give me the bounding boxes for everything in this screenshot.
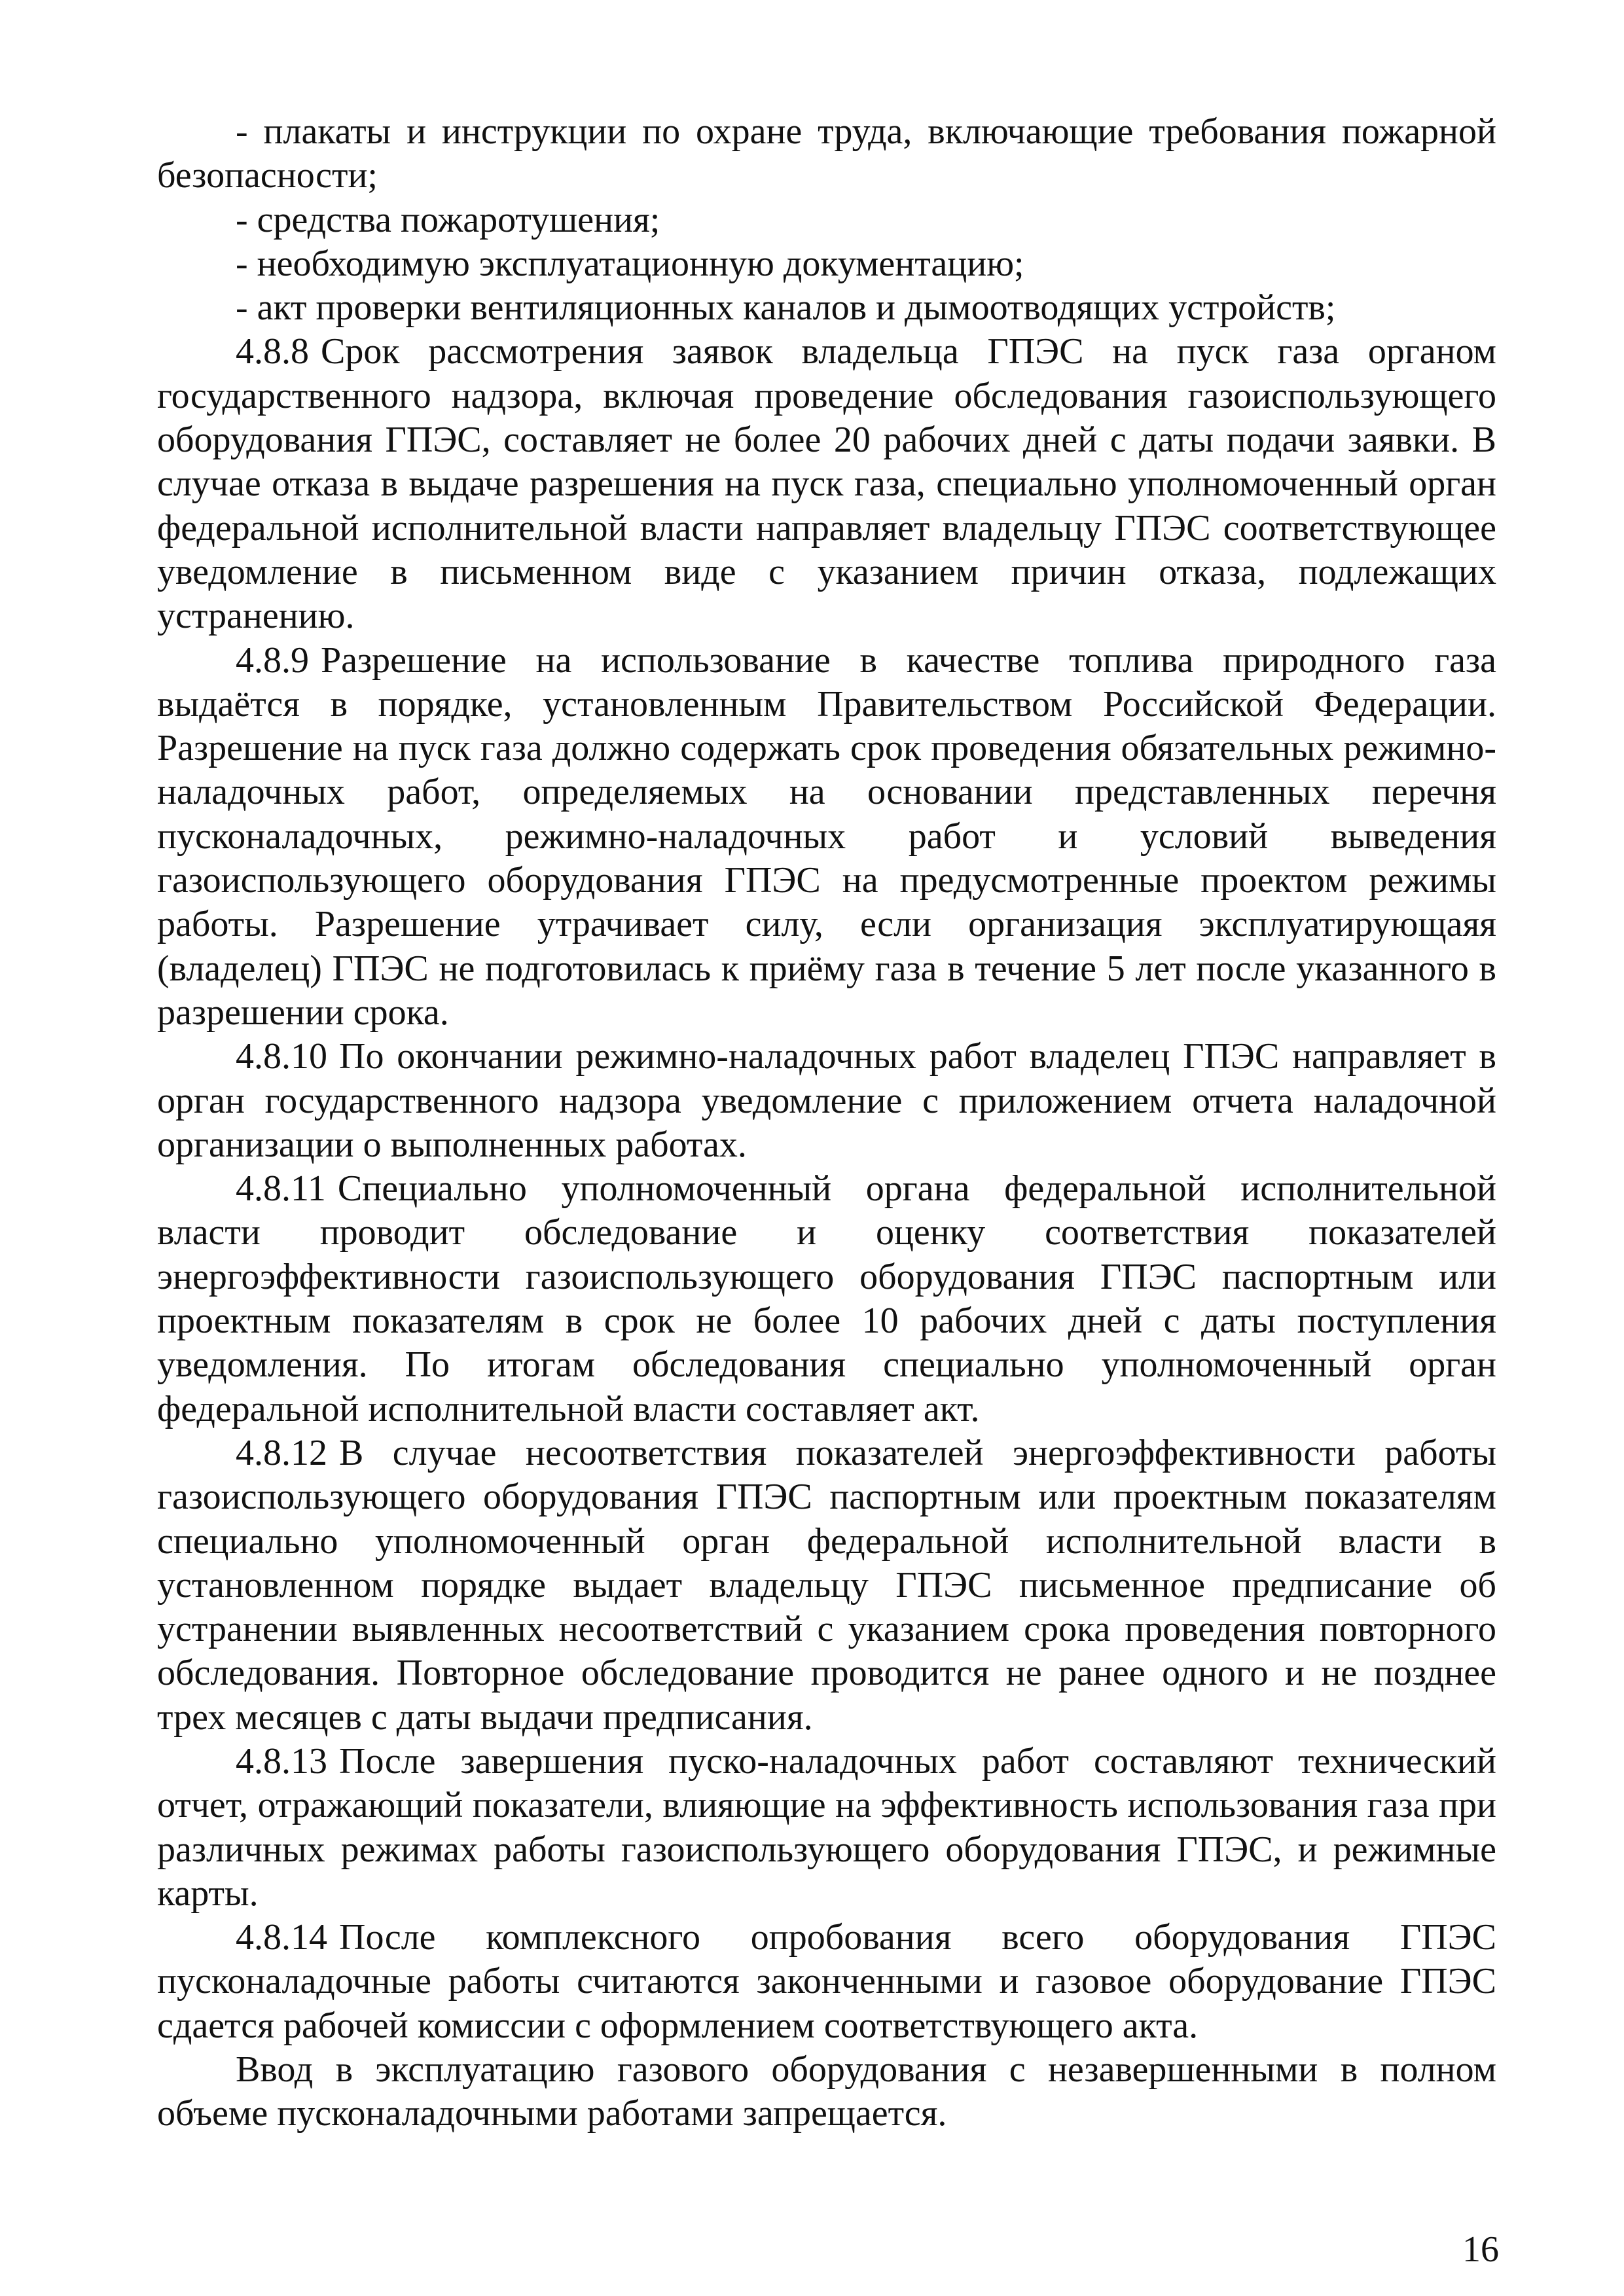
paragraph-text: После комплексного опробования всего оборудования ГПЭС пусконаладочные работы считаются законченными и газовое оборудование ГПЭС сдается рабочей комиссии с оформлением соответствующего акта. [157, 1917, 1496, 2046]
paragraph-text: Специально уполномоченный органа федеральной исполнительной власти проводит обследование и оценку соответствия показателей энергоэффективности газоиспользующего оборудования ГПЭС паспортным или проектным показателям в срок не более 10 рабочих дней с даты поступления уведомления. По итогам обследования специально уполномоченный орган федеральной исполнительной власти составляет акт. [157, 1168, 1496, 1429]
list-item-fire-extinguishers: - средства пожаротушения; [236, 199, 660, 240]
list-item-ventilation-act: - акт проверки вентиляционных каналов и дымоотводящих устройств; [236, 287, 1336, 329]
paragraph-text: В случае несоответствия показателей энергоэффективности работы газоиспользующего оборудования ГПЭС паспортным или проектным показателям специально уполномоченный орган федеральной исполнительной власти в установленном порядке выдает владельцу ГПЭС письменное предписание об устранении выявленных несоответствий с указанием срока проведения повторного обследования. Повторное обследование проводится не ранее одного и не позднее трех месяцев с даты выдачи предписания. [157, 1432, 1496, 1738]
paragraph-number: 4.8.9 [236, 639, 309, 681]
paragraph-number: 4.8.13 [236, 1740, 327, 1782]
paragraph-text: После завершения пуско-наладочных работ составляют технический отчет, отражающий показатели, влияющие на эффективность использования газа при различных режимах работы газоиспользующего оборудования ГПЭС, и режимные карты. [157, 1740, 1496, 1914]
paragraph-4-8-10 [157, 1035, 1496, 1167]
paragraph-4-8-12 [157, 1431, 1496, 1740]
paragraph-number: 4.8.14 [236, 1917, 327, 1958]
paragraph-4-8-13 [157, 1740, 1496, 1916]
paragraph-number: 4.8.8 [236, 331, 309, 372]
list-item-documentation: - необходимую эксплуатационную документацию; [236, 243, 1024, 284]
paragraph-4-8-8 [157, 330, 1496, 638]
page-body [157, 110, 1496, 2136]
paragraph-number: 4.8.11 [236, 1168, 326, 1210]
paragraph-text: По окончании режимно-наладочных работ владелец ГПЭС направляет в орган государственного надзора уведомление с приложением отчета наладочной организации о выполненных работах. [157, 1036, 1496, 1165]
paragraph-4-8-14 [157, 1916, 1496, 2048]
page-number: 16 [1462, 2229, 1499, 2270]
paragraph-text: Разрешение на использование в качестве топлива природного газа выдаётся в порядке, установленным Правительством Российской Федерации. Разрешение на пуск газа должно содержать срок проведения обязательных режимно-наладочных работ, определяемых на основании представленных перечня пусконаладочных, режимно-наладочных работ и условий выведения газоиспользующего оборудования ГПЭС на предусмотренные проектом режимы работы. Разрешение утрачивает силу, если организация эксплуатирующаяя (владелец) ГПЭС не подготовилась к приёму газа в течение 5 лет после указанного в разрешении срока. [157, 639, 1496, 1033]
paragraph-number: 4.8.10 [236, 1036, 327, 1077]
closing-paragraph: Ввод в эксплуатацию газового оборудования с незавершенными в полном объеме пусконаладочными работами запрещается. [157, 2049, 1496, 2134]
paragraph-text: Срок рассмотрения заявок владельца ГПЭС на пуск газа органом государственного надзора, включая проведение обследования газоиспользующего оборудования ГПЭС, составляет не более 20 рабочих дней с даты подачи заявки. В случае отказа в выдаче разрешения на пуск газа, специально уполномоченный орган федеральной исполнительной власти направляет владельцу ГПЭС соответствующее уведомление в письменном виде с указанием причин отказа, подлежащих устранению. [157, 331, 1496, 637]
list-item-posters: - плакаты и инструкции по охране труда, включающие требования пожарной безопасности; [157, 111, 1496, 196]
paragraph-4-8-11 [157, 1167, 1496, 1431]
paragraph-4-8-9 [157, 639, 1496, 1035]
paragraph-number: 4.8.12 [236, 1432, 327, 1473]
